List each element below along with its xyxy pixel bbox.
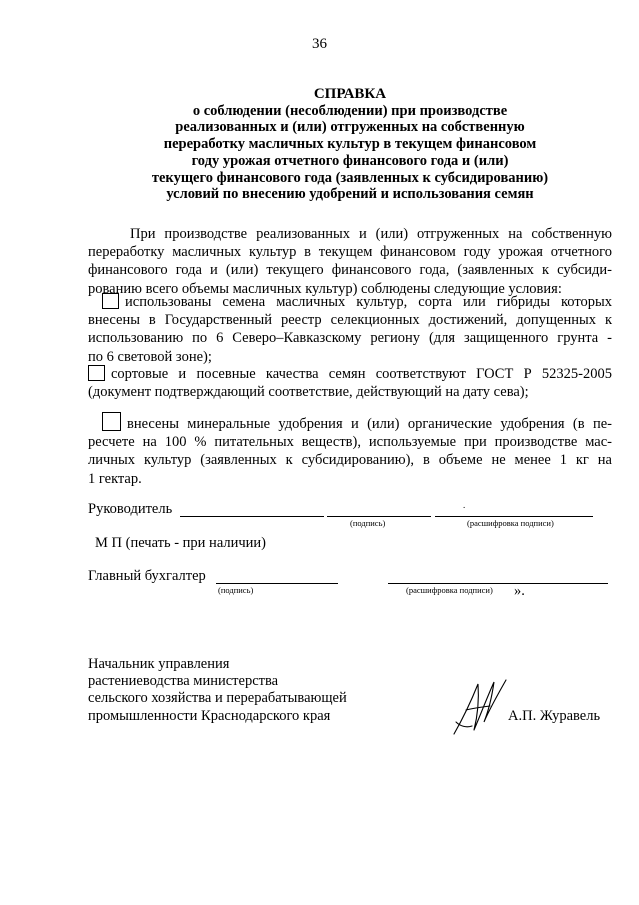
title-line: реализованных и (или) отгруженных на собственную	[175, 119, 525, 136]
condition-first-line	[88, 365, 612, 383]
text-line: личных культур (заявленных к субсидированию), в объеме не менее 1 кг на	[88, 452, 612, 469]
condition-first-line	[88, 412, 612, 433]
title-line: условий по внесению удобрений и использования семян	[166, 186, 534, 203]
document-title	[60, 86, 639, 203]
title-line: году урожая отчетного финансового года и (или)	[191, 152, 509, 169]
title-line: переработку масличных культур в текущем финансовом	[163, 136, 537, 153]
text-line: 1 гектар.	[88, 470, 142, 487]
text-line: рованию всего объемы масличных культур) соблюдены следующие условия:	[88, 280, 562, 297]
stamp-label: М П (печать - при наличии)	[95, 535, 267, 551]
signature-caption: (подпись)	[350, 518, 386, 528]
footer-line: растениеводства министерства	[88, 673, 279, 690]
text-line: переработку масличных культур в текущем финансовом году урожая отчетного	[88, 244, 612, 261]
head-decryption-line[interactable]	[435, 516, 593, 517]
decryption-caption: (расшифровка подписи)	[406, 585, 493, 595]
stray-mark: .	[463, 500, 466, 510]
condition-first-line	[88, 293, 612, 311]
text-line: использованию по 6 Северо–Кавказскому региону (для защищенного грунта -	[88, 330, 612, 347]
text-line: сортовые и посевные качества семян соответствуют ГОСТ Р 52325-2005	[111, 366, 612, 382]
intro-paragraph	[88, 225, 612, 298]
decryption-caption: (расшифровка подписи)	[467, 518, 554, 528]
title-line: о соблюдении (несоблюдении) при производстве	[192, 102, 508, 119]
head-name-line[interactable]	[180, 516, 324, 517]
text-line: внесены минеральные удобрения и (или) органические удобрения (в пе-	[127, 416, 612, 432]
footer-position	[88, 656, 347, 725]
condition-fertilizers	[88, 412, 612, 488]
page-number: 36	[312, 36, 327, 52]
head-signature-line[interactable]	[327, 516, 431, 517]
text-line: по 6 световой зоне);	[88, 348, 212, 365]
closing-quote: ».	[514, 583, 525, 599]
accountant-decryption-line[interactable]	[388, 583, 608, 584]
checkbox-seed-quality[interactable]	[88, 365, 105, 381]
head-label: Руководитель	[88, 501, 173, 517]
title-line: текущего финансового года (заявленных к субсидированию)	[151, 169, 549, 186]
signature-caption: (подпись)	[218, 585, 254, 595]
text-line: При производстве реализованных и (или) отгруженных на собственную	[130, 226, 612, 242]
text-line: (документ подтверждающий соответствие, действующий на дату сева);	[88, 384, 529, 401]
condition-seeds-registry	[88, 293, 612, 366]
condition-seed-quality	[88, 365, 612, 401]
text-line: ресчете на 100 % питательных веществ), используемые при производстве мас-	[88, 434, 612, 451]
checkbox-seeds-registry[interactable]	[102, 293, 119, 309]
accountant-label: Главный бухгалтер	[88, 568, 206, 584]
text-line: финансового года и (или) текущего финансового года, (заявленных к субсиди-	[88, 262, 612, 279]
footer-line: сельского хозяйства и перерабатывающей	[88, 690, 347, 707]
signatory-name: А.П. Журавель	[508, 708, 601, 724]
text-line: внесены в Государственный реестр селекционных достижений, допущенных к	[88, 312, 612, 329]
footer-line: Начальник управления	[88, 656, 230, 672]
footer-line: промышленности Краснодарского края	[88, 707, 331, 724]
text-line: использованы семена масличных культур, сорта или гибриды которых	[125, 294, 612, 310]
title-line: СПРАВКА	[313, 86, 387, 102]
handwritten-signature-icon	[448, 676, 510, 740]
checkbox-fertilizers[interactable]	[102, 412, 121, 431]
accountant-signature-line[interactable]	[216, 583, 338, 584]
